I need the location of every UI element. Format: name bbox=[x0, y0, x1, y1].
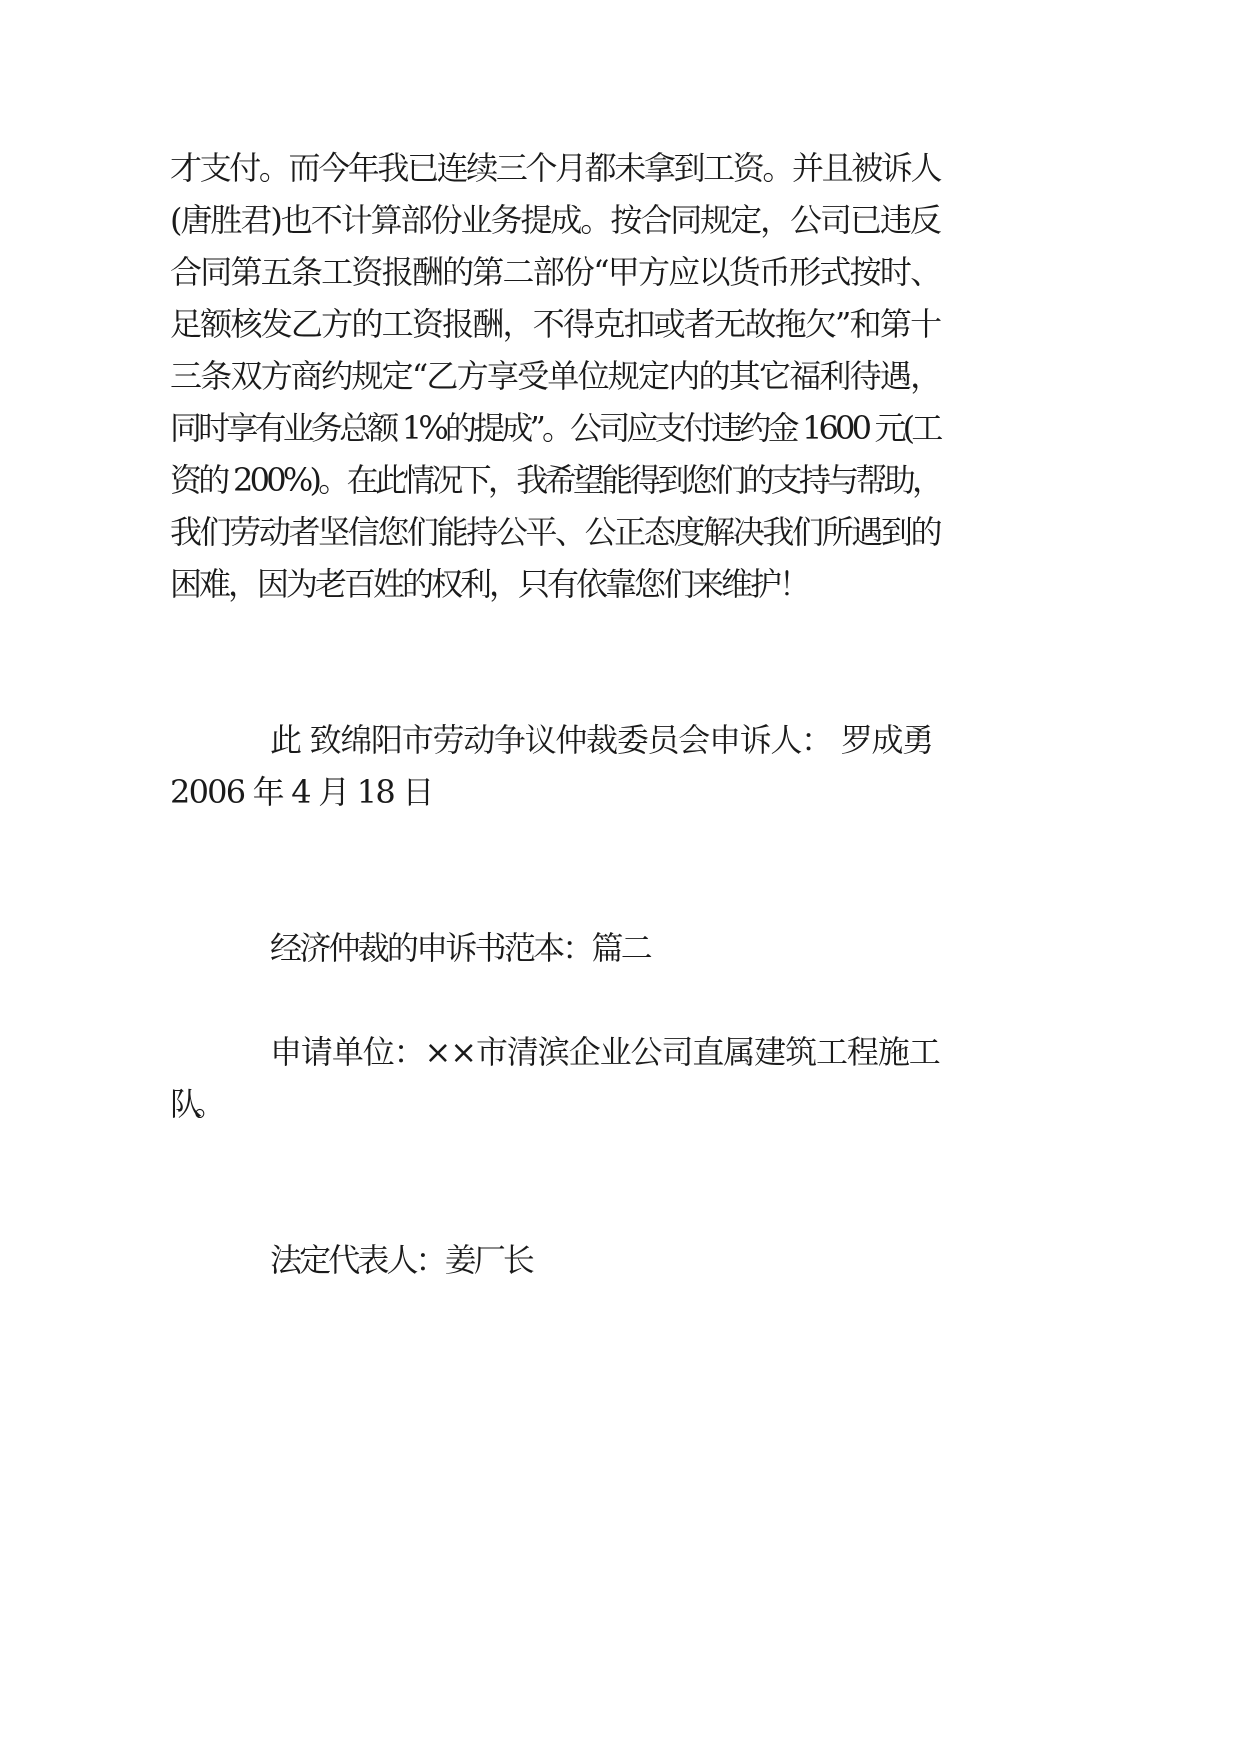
legal-representative-line: 法定代表人：姜厂长 bbox=[270, 1241, 532, 1279]
applicant-line-2: 队。 bbox=[170, 1085, 219, 1123]
applicant-line-1: 申请单位：××市清滨企业公司直属建筑工程施工 bbox=[270, 1033, 940, 1071]
body-line-9: 困难，因为老百姓的权利，只有依靠您们来维护！ bbox=[170, 565, 809, 603]
body-line-6: 同时享有业务总额 1%的提成”。公司应支付违约金 1600 元(工 bbox=[170, 409, 940, 447]
date-line: 2006 年 4 月 18 日 bbox=[170, 773, 433, 811]
body-line-7: 资的 200%)。在此情况下，我希望能得到您们的支持与帮助， bbox=[170, 461, 941, 499]
body-line-1: 才支付。而今年我已连续三个月都未拿到工资。并且被诉人 bbox=[170, 149, 941, 187]
body-line-5: 三条双方商约规定“乙方享受单位规定内的其它福利待遇， bbox=[170, 357, 941, 395]
closing-salutation-line: 此 致绵阳市劳动争议仲裁委员会申诉人： 罗成勇 bbox=[270, 721, 933, 759]
section-heading: 经济仲裁的申诉书范本：篇二 bbox=[270, 929, 650, 967]
body-line-8: 我们劳动者坚信您们能持公平、公正态度解决我们所遇到的 bbox=[170, 513, 941, 551]
body-line-4: 足额核发乙方的工资报酬，不得克扣或者无故拖欠”和第十 bbox=[170, 305, 941, 343]
body-line-2: (唐胜君)也不计算部份业务提成。按合同规定，公司已违反 bbox=[170, 201, 940, 239]
body-line-3: 合同第五条工资报酬的第二部份“甲方应以货币形式按时、 bbox=[170, 253, 941, 291]
